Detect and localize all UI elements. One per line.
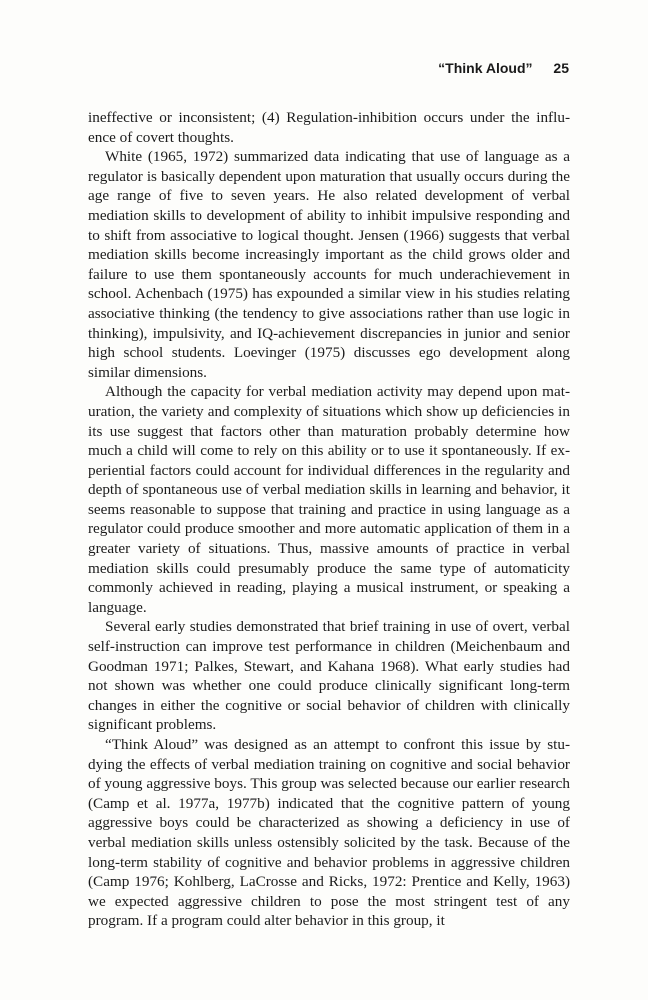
paragraph-continuation: ineffective or inconsistent; (4) Regulation-inhibition occurs under the influence of covert thoughts. <box>88 109 570 146</box>
body-text <box>88 108 570 931</box>
running-title: “Think Aloud” <box>438 60 533 76</box>
running-header <box>438 60 569 76</box>
paragraph-maturation: Although the capacity for verbal mediation activity may depend upon maturation, the variety and complexity of situations which show up deficiencies in its use suggest that factors other than maturation probably determine how much a child will come to rely on this ability or to use it spontaneously. If experiential factors could account for individual differences in the regularity and depth of spontaneous use of verbal mediation skills in learning and behavior, it seems reasonable to suppose that training and practice in using language as a regulator could produce smoother and more automatic application of them in a greater variety of situations. Thus, massive amounts of practice in verbal mediation skills could presumably produce the same type of automaticity commonly achieved in reading, playing a musical instrument, or speaking a language. <box>88 383 570 616</box>
paragraph-white: White (1965, 1972) summarized data indicating that use of language as a regulator is basically dependent upon maturation that usually occurs during the age range of five to seven years. He also related development of verbal mediation skills to development of ability to inhibit impulsive responding and to shift from associative to logical thought. Jensen (1966) suggests that verbal mediation skills become increasingly important as the child grows older and failure to use them spontaneously accounts for much underachievement in school. Achenbach (1975) has expounded a similar view in his studies relating associative thinking (the tendency to give associations rather than use logic in thinking), impulsivity, and IQ-achievement discrepancies in junior and senior high school students. Loevinger (1975) discusses ego development along similar dimensions. <box>88 148 570 381</box>
paragraph-early-studies: Several early studies demonstrated that brief training in use of overt, verbal self-instruction can improve test performance in children (Meichenbaum and Goodman 1971; Palkes, Stewart, and Kahana 1968). What early studies had not shown was whether one could produce clinically significant long-term changes in either the cognitive or social behavior of children with clinically significant problems. <box>88 618 570 734</box>
paragraph-think-aloud: “Think Aloud” was designed as an attempt to confront this issue by studying the effects of verbal mediation training on cognitive and social behavior of young aggressive boys. This group was selected because our earlier research (Camp et al. 1977a, 1977b) indicated that the cognitive pattern of young aggressive boys could be characterized as showing a deficiency in use of verbal mediation skills unless ostensibly solicited by the task. Because of the long-term stability of cognitive and behavior problems in aggressive children (Camp 1976; Kohlberg, LaCrosse and Ricks, 1972: Prentice and Kelly, 1963) we expected aggressive children to pose the most stringent test of any program. If a program could alter behavior in this group, it <box>88 736 570 930</box>
page-number: 25 <box>553 60 569 76</box>
